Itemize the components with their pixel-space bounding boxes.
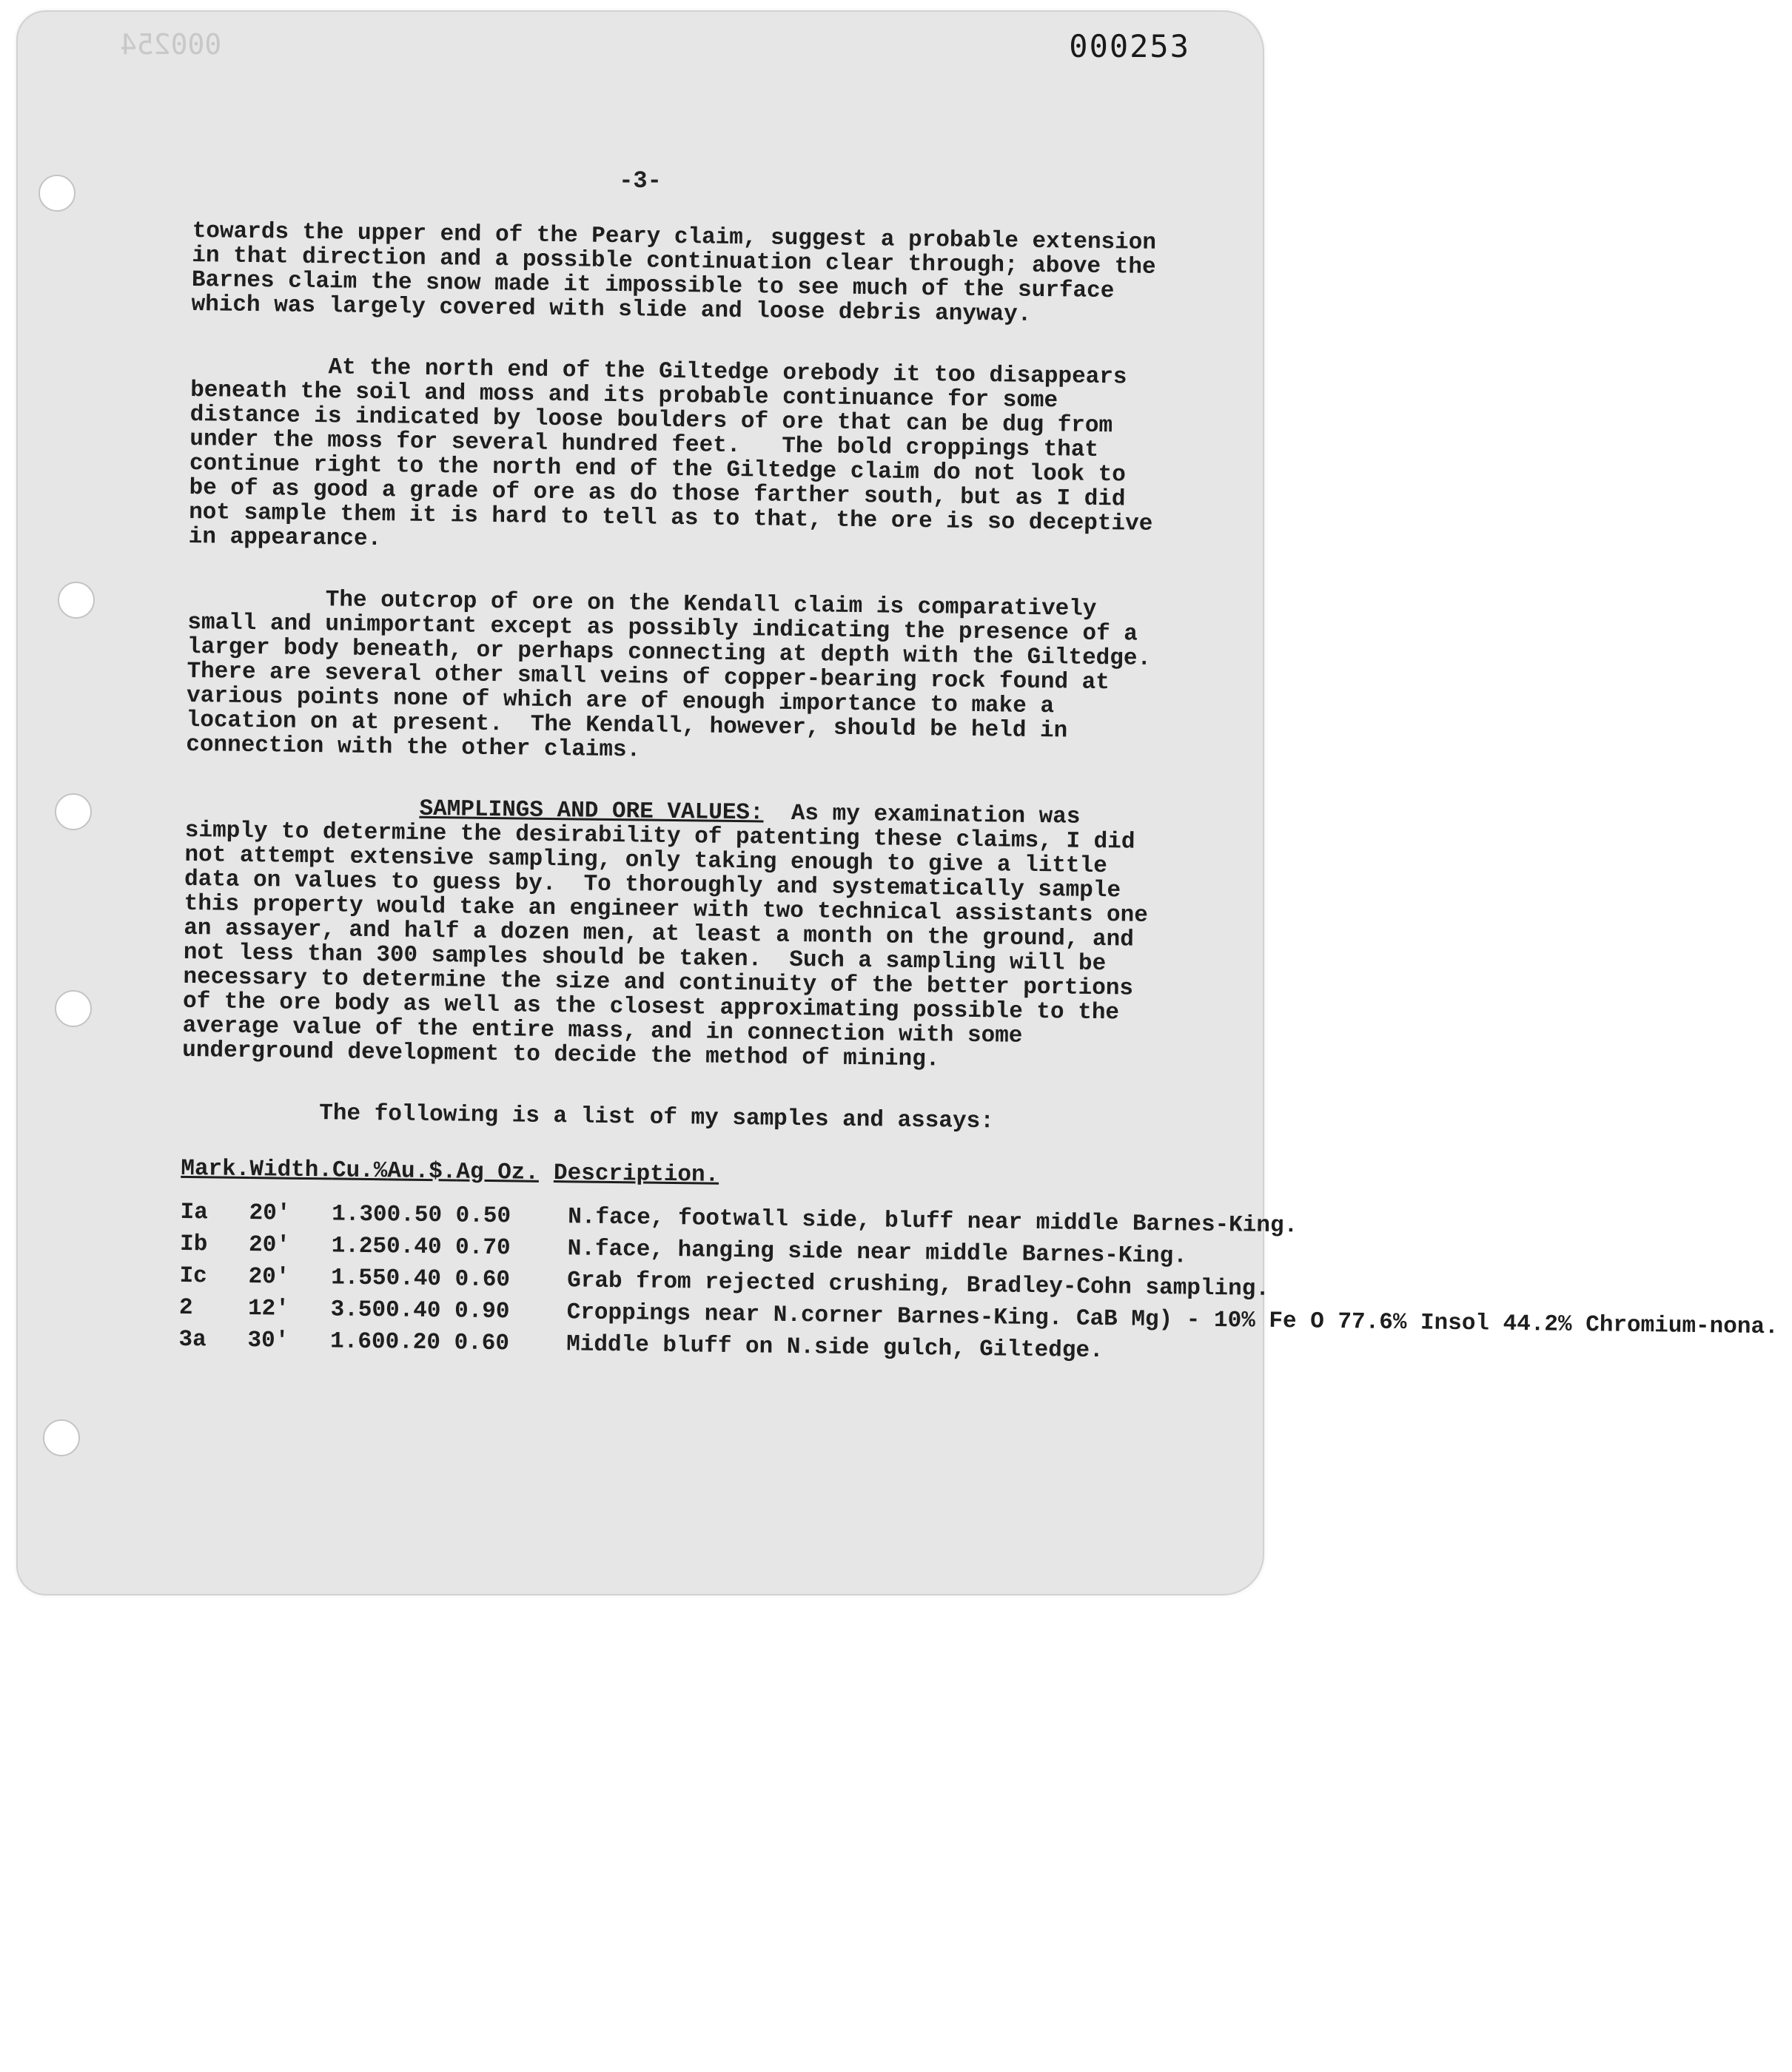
cell-au: 0.40 (386, 1265, 442, 1293)
paragraph-2: At the north end of the Giltedge orebody it too disappears beneath the soil and moss and its probable continuance for some distance is indicated by loose boulders of ore that can be dug from under the moss for several hundred feet. The bold croppings that continue right to the north end of the Giltedge claim do not look to be of as good a grade of ore as do those farther south, but as I did not sample them it is hard to tell as to that, the ore is so deceptive in appearance. (188, 352, 1167, 553)
cell-width: 20' (248, 1232, 291, 1259)
cell-au: 0.40 (385, 1297, 441, 1325)
sampling-heading: SAMPLINGS AND ORE VALUES: (419, 796, 764, 827)
cell-width: 20' (248, 1264, 290, 1291)
header-au: Au.$. (387, 1158, 457, 1185)
header-cu: Cu.% (332, 1157, 388, 1185)
cell-cu: 3.50 (330, 1296, 386, 1324)
cell-mark: 2 (178, 1294, 193, 1322)
cell-mark: 3a (178, 1326, 207, 1353)
cell-width: 20' (249, 1200, 291, 1227)
bleed-through-serial: 000254 (120, 28, 222, 61)
cell-description: Croppings near N.corner Barnes-King. CaB Mg) - 10% Fe O 77.6% Insol 44.2% Chromium-nona. (566, 1299, 1779, 1341)
sampling-paragraph (182, 794, 1162, 1074)
binder-hole (55, 990, 92, 1027)
cell-au: 0.40 (386, 1234, 442, 1261)
cell-mark: Ia (180, 1199, 209, 1226)
paragraph-1: towards the upper end of the Peary claim, suggest a probable extension in that direction and a possible continuation clear through; above the Barnes claim the snow made it impossible to see much of the surface which was largely covered with slide and loose debris anyway. (191, 218, 1170, 328)
document-body (178, 218, 1779, 1371)
header-ag: Ag Oz. (456, 1159, 540, 1186)
cell-ag: 0.90 (454, 1298, 510, 1325)
cell-description: Middle bluff on N.side gulch, Giltedge. (566, 1331, 1104, 1365)
binder-hole (55, 793, 92, 830)
cell-width: 12' (247, 1296, 290, 1322)
serial-number: 000253 (1069, 28, 1190, 64)
cell-mark: Ib (179, 1231, 208, 1258)
binder-hole (43, 1419, 80, 1456)
cell-ag: 0.50 (455, 1202, 511, 1230)
samples-intro: The following is a list of my samples and assays: (181, 1098, 994, 1135)
document-page (16, 10, 1779, 1595)
cell-ag: 0.60 (454, 1330, 510, 1357)
header-description: Description. (553, 1160, 719, 1188)
assay-table (178, 1157, 1780, 1379)
cell-ag: 0.60 (454, 1266, 511, 1294)
cell-ag: 0.70 (454, 1234, 511, 1262)
cell-cu: 1.60 (329, 1328, 386, 1356)
cell-description: Grab from rejected crushing, Bradley-Cohn sampling. (566, 1268, 1270, 1302)
cell-cu: 1.30 (332, 1201, 387, 1228)
cell-width: 30' (247, 1328, 289, 1354)
header-mark: Mark. (181, 1155, 250, 1183)
cell-au: 0.20 (385, 1329, 441, 1356)
binder-hole (58, 582, 95, 619)
cell-cu: 1.25 (331, 1233, 387, 1260)
cell-description: N.face, hanging side near middle Barnes-King. (567, 1236, 1188, 1270)
header-width: Width. (249, 1157, 333, 1184)
cell-mark: Ic (179, 1262, 207, 1290)
cell-au: 0.50 (386, 1202, 443, 1229)
paragraph-3: The outcrop of ore on the Kendall claim is comparatively small and unimportant except as possibly indicating the presence of a larger body beneath, or perhaps connecting at depth with the Giltedge. There are several other small veins of copper-bearing rock found at various points none of which are of enough importance to make a location on at present. The Kendall, however, should be held in connection with the other claims. (186, 585, 1179, 764)
cell-cu: 1.55 (330, 1265, 386, 1292)
sampling-text: As my examination was simply to determine the desirability of patenting these claims, I did not attempt extensive sampling, only taking enough to give a little data on values to guess by. To thoroughly and systematically sample this property would take an engineer with two technical assistants one an assayer, and half a dozen men, at least a month on the ground, and not less than 300 samples should be taken. Such a sampling will be necessary to determine the size and continuity of the better portions of the ore body as well as the closest approximating possible to the average value of the entire mass, and in connection with some underground development to decide the method of mining. (182, 800, 1162, 1073)
page-number: -3- (619, 167, 662, 195)
cell-description: N.face, footwall side, bluff near middle Barnes-King. (568, 1204, 1298, 1240)
